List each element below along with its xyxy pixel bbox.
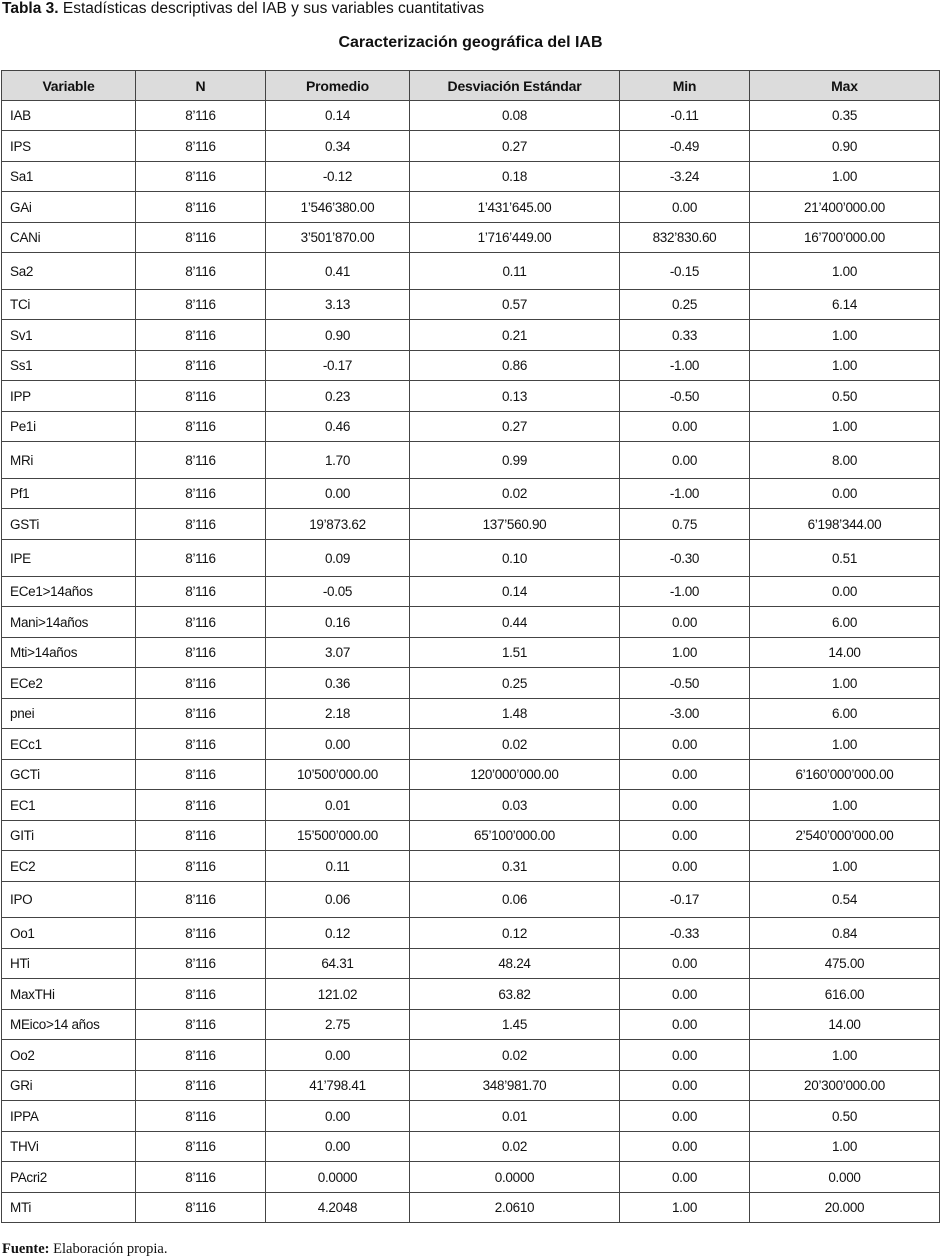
cell-n: 8’116 [136, 949, 266, 979]
table-row [2, 320, 940, 351]
cell-variable: Sa1 [2, 162, 136, 192]
table-caption [2, 0, 484, 18]
cell-desviacion-estandar: 63.82 [410, 979, 620, 1010]
cell-n: 8’116 [136, 979, 266, 1010]
cell-variable: GAi [2, 192, 136, 223]
cell-promedio: 64.31 [266, 949, 410, 979]
cell-desviacion-estandar: 0.57 [410, 290, 620, 320]
cell-min: 0.00 [620, 851, 750, 882]
cell-promedio: 0.11 [266, 851, 410, 882]
cell-variable: IPE [2, 540, 136, 577]
table-header [2, 71, 940, 101]
cell-max: 2’540’000’000.00 [750, 821, 940, 851]
table-row [2, 290, 940, 320]
source-note [2, 1240, 167, 1258]
table-row [2, 729, 940, 760]
table-row [2, 1071, 940, 1101]
cell-max: 0.00 [750, 577, 940, 607]
cell-min: 0.75 [620, 509, 750, 540]
cell-min: 0.00 [620, 790, 750, 821]
cell-min: -0.30 [620, 540, 750, 577]
cell-promedio: 3’501’870.00 [266, 223, 410, 253]
cell-min: 0.25 [620, 290, 750, 320]
cell-promedio: -0.05 [266, 577, 410, 607]
table-row [2, 223, 940, 253]
table-row [2, 882, 940, 918]
cell-desviacion-estandar: 0.25 [410, 668, 620, 699]
source-label: Fuente: [2, 1241, 50, 1257]
cell-min: 0.00 [620, 979, 750, 1010]
cell-promedio: -0.17 [266, 351, 410, 381]
column-header-min: Min [620, 71, 750, 101]
table-row [2, 162, 940, 192]
table-row [2, 699, 940, 729]
cell-max: 1.00 [750, 668, 940, 699]
column-header-n: N [136, 71, 266, 101]
table-row [2, 607, 940, 638]
cell-variable: MaxTHi [2, 979, 136, 1010]
cell-min: -1.00 [620, 577, 750, 607]
table-row [2, 1101, 940, 1132]
cell-promedio: 41’798.41 [266, 1071, 410, 1101]
cell-desviacion-estandar: 65’100’000.00 [410, 821, 620, 851]
cell-variable: GCTi [2, 760, 136, 790]
cell-n: 8’116 [136, 351, 266, 381]
header-row [2, 71, 940, 101]
caption-label: Tabla 3. [2, 0, 59, 17]
cell-promedio: 0.00 [266, 1040, 410, 1071]
cell-desviacion-estandar: 0.02 [410, 1132, 620, 1162]
cell-n: 8’116 [136, 320, 266, 351]
cell-desviacion-estandar: 0.21 [410, 320, 620, 351]
table-row [2, 381, 940, 412]
cell-min: 832’830.60 [620, 223, 750, 253]
cell-variable: IPPA [2, 1101, 136, 1132]
cell-n: 8’116 [136, 290, 266, 320]
cell-n: 8’116 [136, 192, 266, 223]
cell-desviacion-estandar: 0.01 [410, 1101, 620, 1132]
table-row [2, 577, 940, 607]
cell-promedio: -0.12 [266, 162, 410, 192]
table-row [2, 949, 940, 979]
cell-n: 8’116 [136, 479, 266, 509]
cell-max: 616.00 [750, 979, 940, 1010]
cell-n: 8’116 [136, 790, 266, 821]
cell-n: 8’116 [136, 253, 266, 290]
table-row [2, 790, 940, 821]
cell-min: -0.49 [620, 131, 750, 162]
cell-n: 8’116 [136, 882, 266, 918]
cell-min: 0.00 [620, 949, 750, 979]
table-row [2, 1010, 940, 1040]
cell-promedio: 2.18 [266, 699, 410, 729]
cell-min: -0.50 [620, 381, 750, 412]
cell-variable: pnei [2, 699, 136, 729]
cell-max: 0.00 [750, 479, 940, 509]
cell-promedio: 0.23 [266, 381, 410, 412]
cell-desviacion-estandar: 120’000’000.00 [410, 760, 620, 790]
cell-n: 8’116 [136, 412, 266, 442]
cell-variable: MRi [2, 442, 136, 479]
cell-promedio: 0.16 [266, 607, 410, 638]
table-row [2, 101, 940, 131]
table-row [2, 668, 940, 699]
cell-max: 20’300’000.00 [750, 1071, 940, 1101]
cell-variable: EC1 [2, 790, 136, 821]
caption-text: Estadísticas descriptivas del IAB y sus variables cuantitativas [58, 0, 485, 17]
cell-promedio: 0.00 [266, 1132, 410, 1162]
cell-promedio: 0.46 [266, 412, 410, 442]
cell-max: 1.00 [750, 851, 940, 882]
cell-n: 8’116 [136, 1040, 266, 1071]
cell-min: 1.00 [620, 1193, 750, 1223]
cell-max: 1.00 [750, 1132, 940, 1162]
cell-variable: ECc1 [2, 729, 136, 760]
table-body [2, 101, 940, 1223]
column-header-variable: Variable [2, 71, 136, 101]
cell-n: 8’116 [136, 1162, 266, 1193]
cell-min: -0.15 [620, 253, 750, 290]
cell-variable: HTi [2, 949, 136, 979]
cell-max: 6.14 [750, 290, 940, 320]
cell-min: -1.00 [620, 479, 750, 509]
cell-n: 8’116 [136, 668, 266, 699]
cell-variable: PAcri2 [2, 1162, 136, 1193]
cell-min: -0.33 [620, 918, 750, 949]
cell-desviacion-estandar: 48.24 [410, 949, 620, 979]
cell-promedio: 0.14 [266, 101, 410, 131]
cell-n: 8’116 [136, 162, 266, 192]
cell-n: 8’116 [136, 577, 266, 607]
cell-promedio: 19’873.62 [266, 509, 410, 540]
column-header-desviacion-estandar: Desviación Estándar [410, 71, 620, 101]
cell-max: 6’160’000’000.00 [750, 760, 940, 790]
cell-min: 0.00 [620, 1132, 750, 1162]
cell-n: 8’116 [136, 821, 266, 851]
cell-variable: CANi [2, 223, 136, 253]
cell-desviacion-estandar: 0.03 [410, 790, 620, 821]
cell-desviacion-estandar: 0.0000 [410, 1162, 620, 1193]
cell-max: 8.00 [750, 442, 940, 479]
table-row [2, 918, 940, 949]
cell-min: 0.00 [620, 1010, 750, 1040]
cell-promedio: 2.75 [266, 1010, 410, 1040]
cell-desviacion-estandar: 0.14 [410, 577, 620, 607]
table-row [2, 192, 940, 223]
table-row [2, 638, 940, 668]
cell-n: 8’116 [136, 1010, 266, 1040]
cell-n: 8’116 [136, 509, 266, 540]
cell-promedio: 4.2048 [266, 1193, 410, 1223]
cell-desviacion-estandar: 137’560.90 [410, 509, 620, 540]
cell-min: 0.00 [620, 760, 750, 790]
cell-min: -0.11 [620, 101, 750, 131]
cell-max: 1.00 [750, 253, 940, 290]
cell-variable: GRi [2, 1071, 136, 1101]
table-row [2, 1040, 940, 1071]
cell-promedio: 0.0000 [266, 1162, 410, 1193]
cell-desviacion-estandar: 0.18 [410, 162, 620, 192]
cell-n: 8’116 [136, 540, 266, 577]
cell-max: 1.00 [750, 412, 940, 442]
cell-desviacion-estandar: 0.12 [410, 918, 620, 949]
cell-desviacion-estandar: 0.02 [410, 729, 620, 760]
cell-variable: GITi [2, 821, 136, 851]
cell-n: 8’116 [136, 918, 266, 949]
cell-promedio: 10’500’000.00 [266, 760, 410, 790]
cell-max: 6.00 [750, 607, 940, 638]
cell-desviacion-estandar: 0.10 [410, 540, 620, 577]
cell-max: 0.50 [750, 381, 940, 412]
cell-promedio: 3.13 [266, 290, 410, 320]
cell-variable: ECe1>14años [2, 577, 136, 607]
cell-max: 0.000 [750, 1162, 940, 1193]
cell-n: 8’116 [136, 729, 266, 760]
cell-max: 0.51 [750, 540, 940, 577]
cell-n: 8’116 [136, 1101, 266, 1132]
cell-max: 6’198’344.00 [750, 509, 940, 540]
cell-desviacion-estandar: 0.02 [410, 479, 620, 509]
cell-promedio: 0.41 [266, 253, 410, 290]
cell-promedio: 0.90 [266, 320, 410, 351]
cell-max: 0.90 [750, 131, 940, 162]
cell-desviacion-estandar: 1’716’449.00 [410, 223, 620, 253]
cell-desviacion-estandar: 0.27 [410, 131, 620, 162]
cell-max: 1.00 [750, 351, 940, 381]
cell-max: 0.50 [750, 1101, 940, 1132]
cell-variable: EC2 [2, 851, 136, 882]
table-row [2, 131, 940, 162]
cell-promedio: 3.07 [266, 638, 410, 668]
cell-desviacion-estandar: 0.27 [410, 412, 620, 442]
table-row [2, 760, 940, 790]
table-row [2, 479, 940, 509]
cell-min: 0.00 [620, 412, 750, 442]
cell-variable: Ss1 [2, 351, 136, 381]
cell-variable: Pe1i [2, 412, 136, 442]
cell-desviacion-estandar: 1.51 [410, 638, 620, 668]
cell-min: 0.00 [620, 192, 750, 223]
cell-n: 8’116 [136, 101, 266, 131]
table-row [2, 821, 940, 851]
cell-n: 8’116 [136, 1132, 266, 1162]
cell-n: 8’116 [136, 223, 266, 253]
cell-variable: TCi [2, 290, 136, 320]
cell-variable: GSTi [2, 509, 136, 540]
cell-max: 0.84 [750, 918, 940, 949]
cell-promedio: 15’500’000.00 [266, 821, 410, 851]
cell-promedio: 0.34 [266, 131, 410, 162]
cell-n: 8’116 [136, 760, 266, 790]
cell-desviacion-estandar: 0.11 [410, 253, 620, 290]
table-row [2, 851, 940, 882]
table-row [2, 1162, 940, 1193]
cell-min: 0.00 [620, 1040, 750, 1071]
cell-desviacion-estandar: 0.13 [410, 381, 620, 412]
cell-min: -0.17 [620, 882, 750, 918]
cell-n: 8’116 [136, 699, 266, 729]
cell-variable: Pf1 [2, 479, 136, 509]
cell-desviacion-estandar: 0.44 [410, 607, 620, 638]
cell-desviacion-estandar: 0.99 [410, 442, 620, 479]
cell-max: 14.00 [750, 638, 940, 668]
cell-max: 16’700’000.00 [750, 223, 940, 253]
cell-desviacion-estandar: 348’981.70 [410, 1071, 620, 1101]
table-row [2, 253, 940, 290]
cell-variable: IPP [2, 381, 136, 412]
cell-desviacion-estandar: 0.86 [410, 351, 620, 381]
cell-max: 475.00 [750, 949, 940, 979]
statistics-table [1, 70, 940, 1223]
cell-desviacion-estandar: 0.02 [410, 1040, 620, 1071]
cell-min: -3.24 [620, 162, 750, 192]
table-row [2, 412, 940, 442]
cell-promedio: 1’546’380.00 [266, 192, 410, 223]
cell-variable: Oo1 [2, 918, 136, 949]
cell-min: -3.00 [620, 699, 750, 729]
cell-desviacion-estandar: 0.31 [410, 851, 620, 882]
cell-promedio: 0.06 [266, 882, 410, 918]
cell-variable: Sv1 [2, 320, 136, 351]
cell-max: 20.000 [750, 1193, 940, 1223]
cell-desviacion-estandar: 1.45 [410, 1010, 620, 1040]
table-row [2, 979, 940, 1010]
cell-promedio: 0.12 [266, 918, 410, 949]
cell-max: 21’400’000.00 [750, 192, 940, 223]
cell-max: 1.00 [750, 320, 940, 351]
cell-min: 0.00 [620, 442, 750, 479]
cell-variable: Oo2 [2, 1040, 136, 1071]
cell-max: 0.35 [750, 101, 940, 131]
source-text: Elaboración propia. [49, 1241, 168, 1257]
cell-min: -0.50 [620, 668, 750, 699]
cell-promedio: 0.00 [266, 729, 410, 760]
cell-promedio: 121.02 [266, 979, 410, 1010]
cell-max: 14.00 [750, 1010, 940, 1040]
cell-min: 0.00 [620, 607, 750, 638]
cell-n: 8’116 [136, 851, 266, 882]
cell-promedio: 1.70 [266, 442, 410, 479]
cell-variable: THVi [2, 1132, 136, 1162]
table-row [2, 540, 940, 577]
cell-promedio: 0.09 [266, 540, 410, 577]
cell-n: 8’116 [136, 381, 266, 412]
cell-promedio: 0.00 [266, 479, 410, 509]
cell-n: 8’116 [136, 638, 266, 668]
column-header-max: Max [750, 71, 940, 101]
cell-desviacion-estandar: 2.0610 [410, 1193, 620, 1223]
cell-min: 0.00 [620, 821, 750, 851]
cell-min: -1.00 [620, 351, 750, 381]
cell-variable: Mani>14años [2, 607, 136, 638]
cell-promedio: 0.00 [266, 1101, 410, 1132]
cell-max: 1.00 [750, 729, 940, 760]
cell-max: 1.00 [750, 162, 940, 192]
cell-promedio: 0.01 [266, 790, 410, 821]
cell-min: 0.00 [620, 1101, 750, 1132]
cell-min: 0.00 [620, 1162, 750, 1193]
cell-variable: IPS [2, 131, 136, 162]
cell-min: 0.00 [620, 1071, 750, 1101]
cell-n: 8’116 [136, 1071, 266, 1101]
cell-n: 8’116 [136, 442, 266, 479]
table-row [2, 351, 940, 381]
cell-desviacion-estandar: 1’431’645.00 [410, 192, 620, 223]
table-row [2, 442, 940, 479]
cell-desviacion-estandar: 1.48 [410, 699, 620, 729]
cell-max: 6.00 [750, 699, 940, 729]
cell-min: 1.00 [620, 638, 750, 668]
cell-variable: ECe2 [2, 668, 136, 699]
cell-min: 0.00 [620, 729, 750, 760]
column-header-promedio: Promedio [266, 71, 410, 101]
cell-variable: MEico>14 años [2, 1010, 136, 1040]
cell-n: 8’116 [136, 1193, 266, 1223]
table-row [2, 1132, 940, 1162]
table-row [2, 1193, 940, 1223]
cell-variable: MTi [2, 1193, 136, 1223]
cell-n: 8’116 [136, 607, 266, 638]
cell-max: 1.00 [750, 1040, 940, 1071]
cell-n: 8’116 [136, 131, 266, 162]
cell-promedio: 0.36 [266, 668, 410, 699]
cell-max: 0.54 [750, 882, 940, 918]
cell-desviacion-estandar: 0.06 [410, 882, 620, 918]
cell-desviacion-estandar: 0.08 [410, 101, 620, 131]
cell-variable: IPO [2, 882, 136, 918]
cell-max: 1.00 [750, 790, 940, 821]
cell-variable: IAB [2, 101, 136, 131]
cell-variable: Mti>14años [2, 638, 136, 668]
table-subtitle: Caracterización geográfica del IAB [338, 34, 603, 51]
cell-variable: Sa2 [2, 253, 136, 290]
table-row [2, 509, 940, 540]
cell-min: 0.33 [620, 320, 750, 351]
